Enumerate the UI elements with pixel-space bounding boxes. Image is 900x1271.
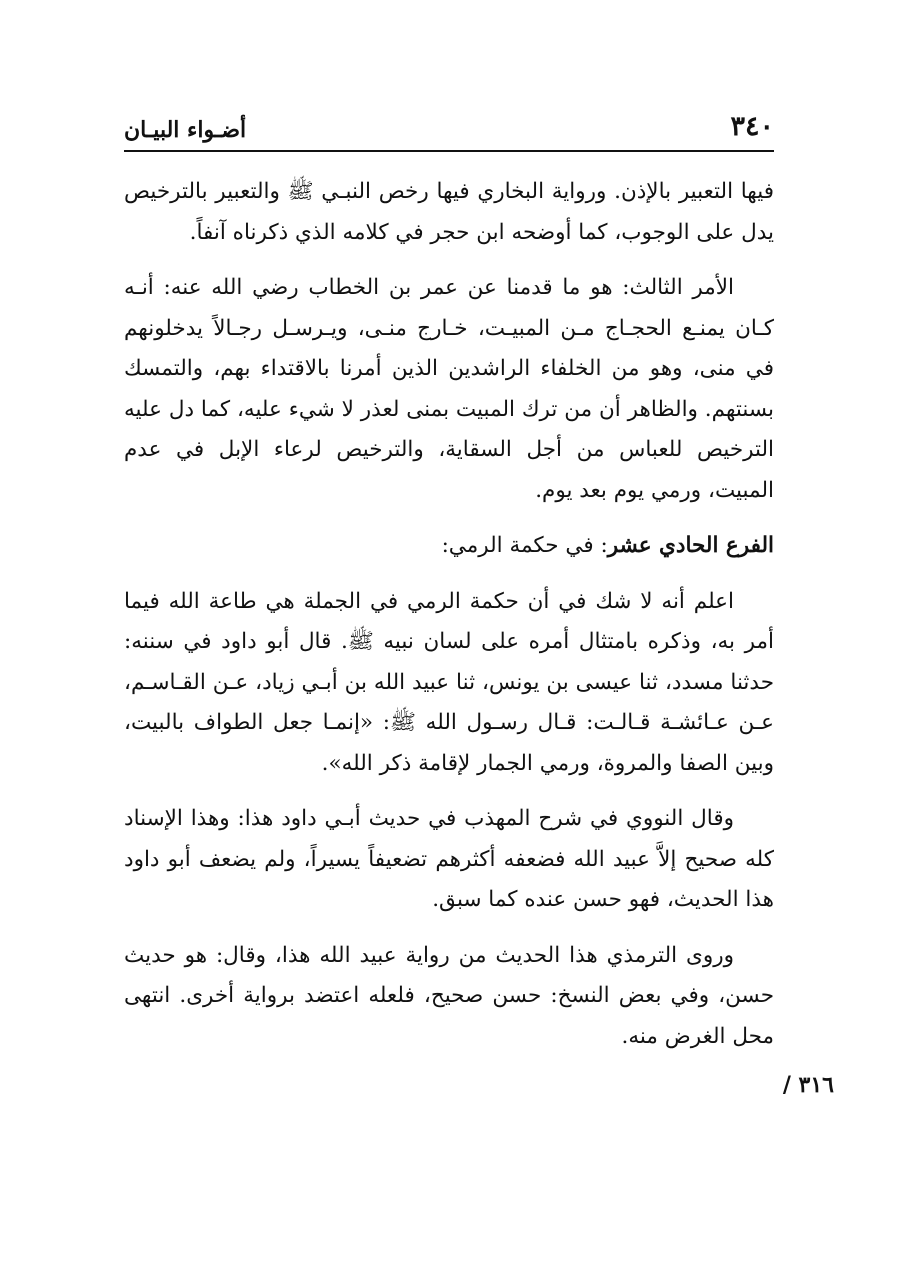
page-header [124,110,774,152]
section-heading-label: الفرع الحادي عشر [607,533,774,558]
margin-page-reference: ٣١٦ / [782,1072,834,1098]
paragraph-5: وروى الترمذي هذا الحديث من رواية عبيد الله هذا، وقال: هو حديث حسن، وفي بعض النسخ: حسن صحيح، فلعله اعتضد برواية أخرى. انتهى محل الغرض منه. [124,942,774,1049]
section-heading [124,526,774,567]
book-title: أضـواء البيـان [124,117,247,143]
page-number: ٣٤٠ [730,111,774,142]
paragraph-2: الأمر الثالث: هو ما قدمنا عن عمر بن الخطاب رضي الله عنه: أنـه كـان يمنـع الحجـاج مـن المبيـت، خـارج منـى، ويـرسـل رجـالاً يدخلونهم في منى، وهو من الخلفاء الراشدين الذين أمرنا بالاقتداء بهم، والتمسك بسنتهم. والظاهر أن من ترك المبيت بمنى لعذر لا شيء عليه، كما دل عليه الترخيص للعباس من أجل السقاية، والترخيص لرعاء الإبل في عدم المبيت، ورمي يوم بعد يوم. [124,275,774,503]
paragraph-3: اعلم أنه لا شك في أن حكمة الرمي في الجملة هي طاعة الله فيما أمر به، وذكره بامتثال أمره على لسان نبيه ﷺ. قال أبو داود في سننه: حدثنا مسدد، ثنا عيسى بن يونس، ثنا عبيد الله بن أبـي زياد، عـن القـاسـم، عـن عـائشـة قـالـت: قـال رسـول الله ﷺ: «إنمـا جعل الطواف بالبيت، وبين الصفا والمروة، ورمي الجمار لإقامة ذكر الله». [124,588,774,776]
section-heading-text: : في حكمة الرمي: [441,533,608,558]
book-page [124,110,834,1250]
page-body [124,172,774,1057]
paragraph-1: فيها التعبير بالإذن. ورواية البخاري فيها رخص النبـي ﷺ والتعبير بالترخيص يدل على الوجوب، كما أوضحه ابن حجر في كلامه الذي ذكرناه آنفاً. [124,179,774,245]
paragraph-4: وقال النووي في شرح المهذب في حديث أبـي داود هذا: وهذا الإسناد كله صحيح إلاَّ عبيد الله فضعفه أكثرهم تضعيفاً يسيراً، ولم يضعف أبو داود هذا الحديث، فهو حسن عنده كما سبق. [124,806,774,912]
